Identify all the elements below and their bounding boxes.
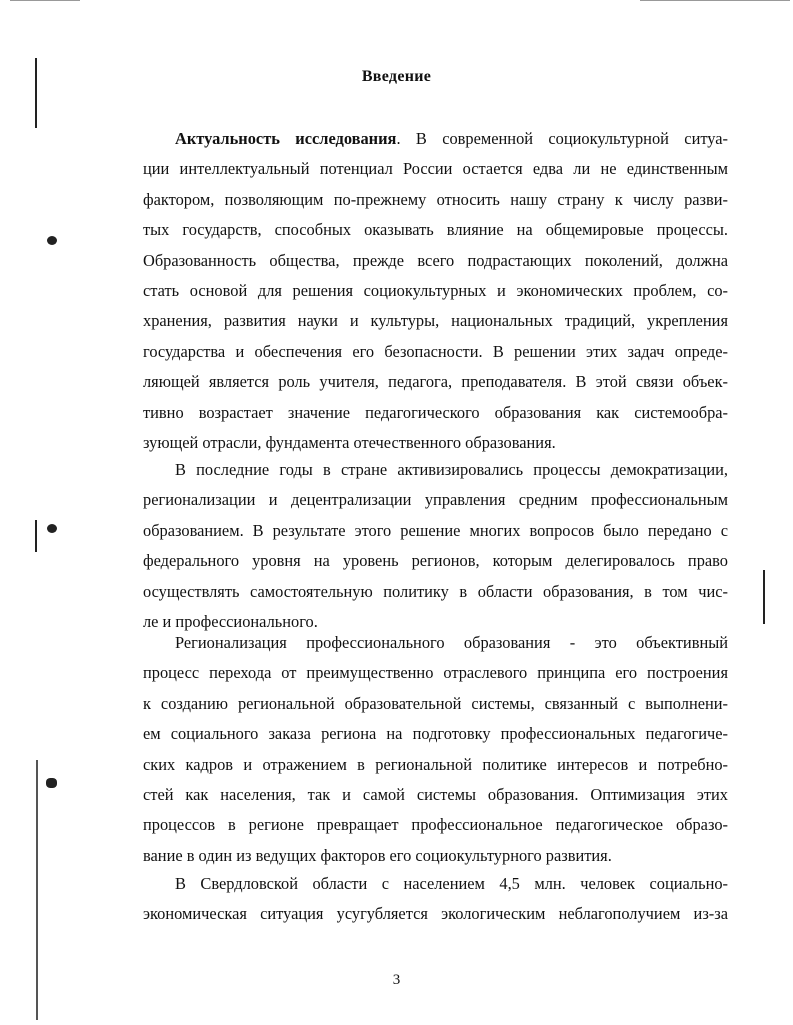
paragraph-line: федерального уровня на уровень регионов, которым делегировалось право [143,551,728,571]
paragraph-line: хранения, развития науки и культуры, национальных традиций, укрепления [143,311,728,331]
paragraph-line: Образованность общества, прежде всего подрастающих поколений, должна [143,250,728,270]
paragraph-line: тых государств, способных оказывать влияние на общемировые процессы. [143,220,728,240]
scan-margin-line-mid [35,520,37,552]
page-number: 3 [392,972,401,988]
paragraph-line: процессов в регионе превращает профессиональное педагогическое образо- [143,815,728,835]
lead-term: Актуальность исследования [175,129,397,148]
paragraph-line: тивно возрастает значение педагогического образования как системообра- [143,402,728,422]
scan-top-edge [10,0,80,1]
paragraph-line: процесс перехода от преимущественно отраслевого принципа его построения [143,663,728,683]
paragraph-line: В последние годы в стране активизировались процессы демократизации, [175,460,728,479]
paragraph-line: фактором, позволяющим по-прежнему относить нашу страну к числу разви- [143,189,728,209]
paragraph-line: образованием. В результате этого решение многих вопросов было передано с [143,520,728,540]
paragraph-line: вание в один из ведущих факторов его социокультурного развития. [143,845,612,865]
paragraph-line: ем социального заказа региона на подготовку профессиональных педагогиче- [143,724,728,744]
paragraph-line: Регионализация профессионального образования - это объективный [175,633,728,652]
scan-mark [46,778,57,788]
paragraph-2 [143,455,728,637]
scan-mark [47,236,57,245]
paragraph-line: ле и профессионального. [143,611,318,631]
paragraph-line: регионализации и децентрализации управления средним профессиональным [143,490,728,510]
paragraph-line: ских кадров и отражением в региональной политике интересов и потребно- [143,754,728,774]
paragraph-line: стей как населения, так и самой системы образования. Оптимизация этих [143,784,728,804]
paragraph-3 [143,628,728,871]
paragraph-1 [143,124,728,458]
paragraph-line: к созданию региональной образовательной системы, связанный с выполнени- [143,693,728,713]
scan-top-edge [640,0,790,1]
paragraph-line: осуществлять самостоятельную политику в области образования, в том чис- [143,581,728,601]
paragraph-line: Актуальность исследования. В современной социокультурной ситуа- [175,129,728,148]
paragraph-line: стать основой для решения социокультурных и экономических проблем, со- [143,280,728,300]
paragraph-line: зующей отрасли, фундамента отечественного образования. [143,432,556,452]
scan-mark [47,524,57,533]
paragraph-line: ции интеллектуальный потенциал России остается едва ли не единственным [143,159,728,179]
page-title: Введение [361,68,432,85]
paragraph-line: экономическая ситуация усугубляется экологическим неблагополучием из-за [143,904,728,924]
paragraph-line: государства и обеспечения его безопасности. В решении этих задач опреде- [143,341,728,361]
scan-margin-line-right [763,570,765,624]
paragraph-4 [143,869,728,930]
paragraph-line: В Свердловской области с населением 4,5 млн. человек социально- [175,874,728,893]
paragraph-line: ляющей является роль учителя, педагога, преподавателя. В этой связи объек- [143,372,728,392]
